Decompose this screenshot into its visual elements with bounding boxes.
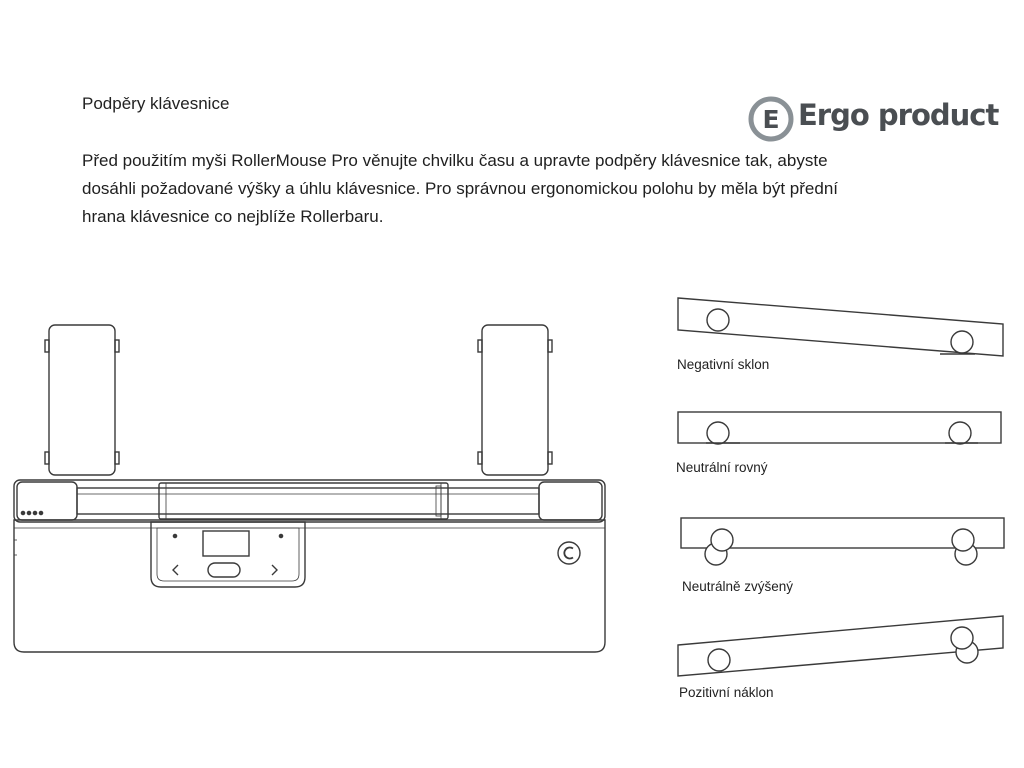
left-keyboard-support [45,325,119,475]
side-view-positive-tilt-icon [678,616,1003,676]
side-view-negative-tilt-icon [678,298,1003,356]
caption-positive-tilt: Pozitivní náklon [679,685,774,700]
logo-wordmark: Ergo product [798,98,999,132]
right-keyboard-support [478,325,552,475]
svg-text:E: E [762,105,780,134]
document-heading: Podpěry klávesnice [82,94,230,113]
rollermouse-top-view-icon [14,480,605,652]
side-view-neutral-flat-icon [678,412,1001,444]
intro-paragraph: Před použitím myši RollerMouse Pro věnujte chvilku času a upravte podpěry klávesnice tak, abyste dosáhli požadované výšky a úhlu klávesnice. Pro správnou ergonomickou polohu by měla být přední hrana klávesnice co nejblíže Rollerbaru. [82,151,839,226]
caption-neutral-flat: Neutrální rovný [676,460,768,475]
side-view-neutral-raised-icon [681,518,1004,565]
caption-negative-tilt: Negativní sklon [677,357,770,372]
caption-neutral-raised: Neutrálně zvýšený [682,579,794,594]
